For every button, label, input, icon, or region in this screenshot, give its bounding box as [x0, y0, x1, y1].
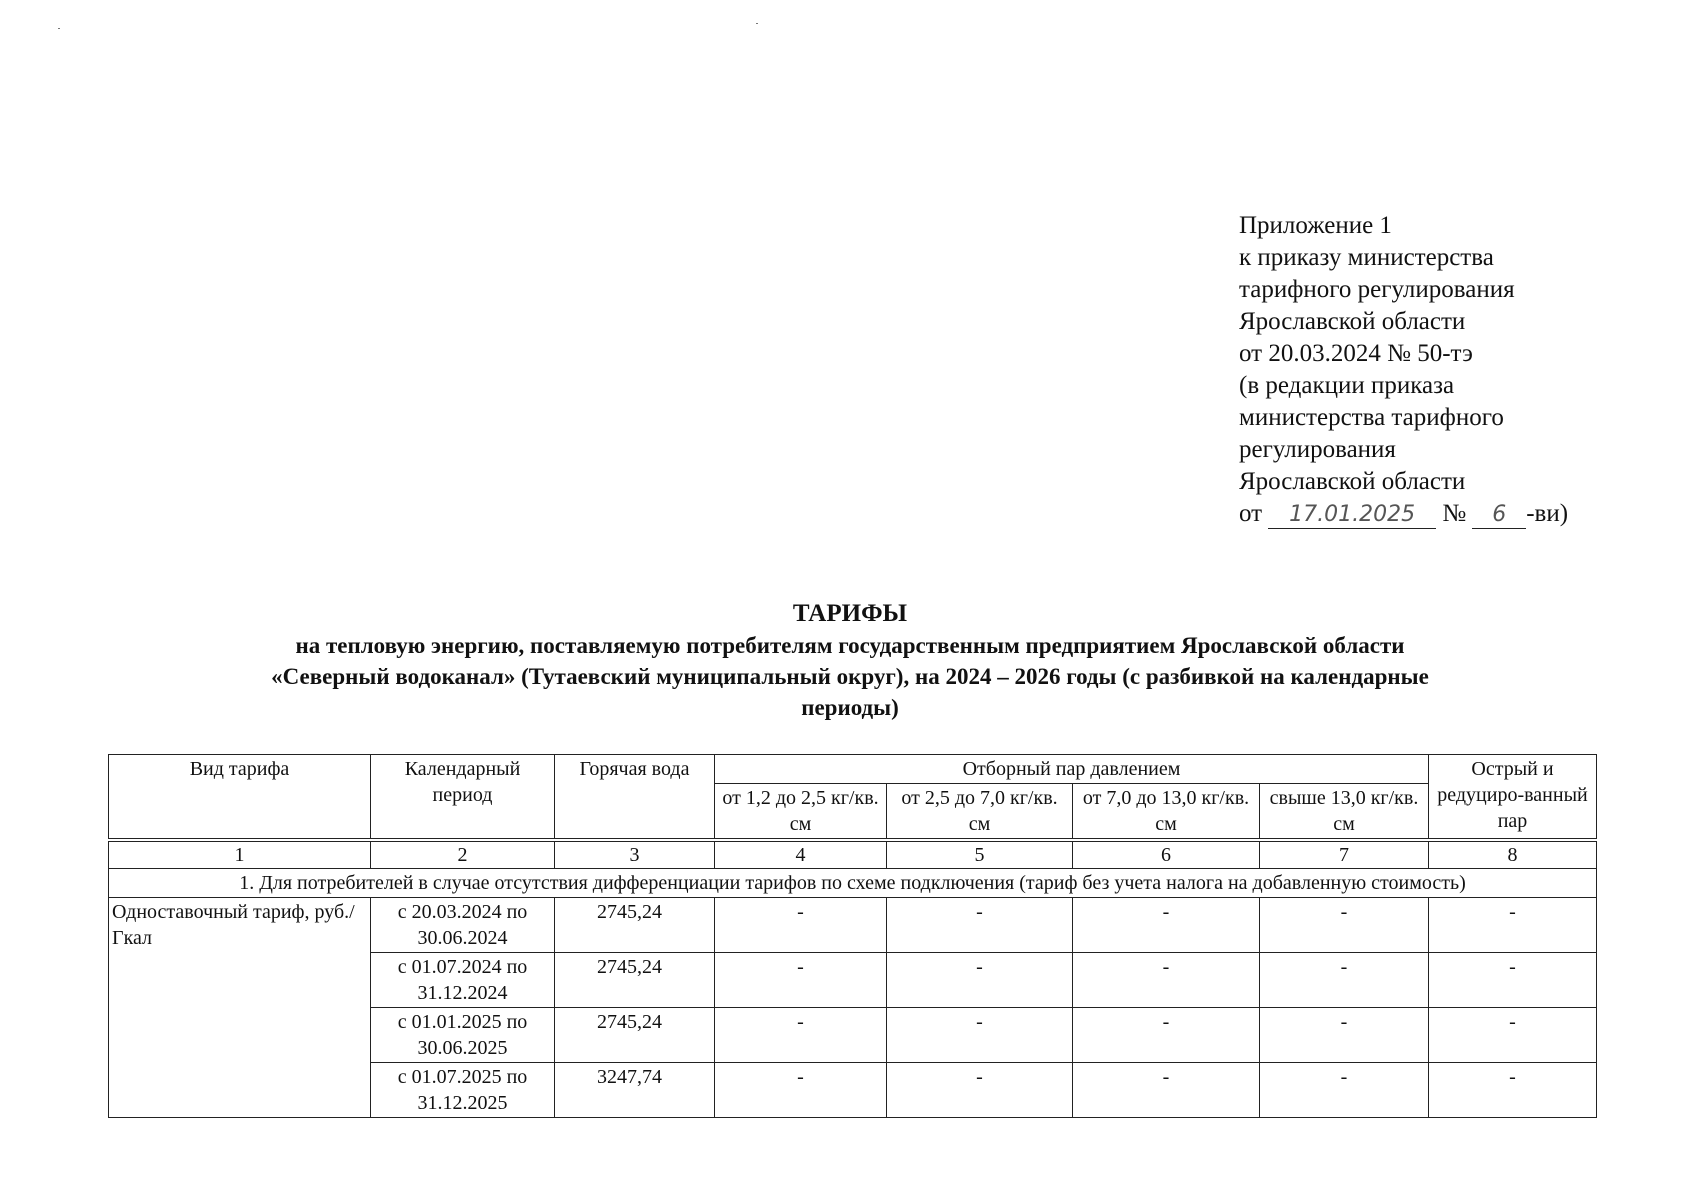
scan-speck: [756, 23, 758, 24]
sharp-steam-cell: -: [1429, 1008, 1597, 1063]
appendix-block: [1239, 210, 1568, 530]
section-heading: 1. Для потребителей в случае отсутствия дифференциации тарифов по схеме подключения (тариф без учета налога на добавленную стоимость): [109, 869, 1597, 898]
sharp-steam-cell: -: [1429, 1063, 1597, 1118]
column-index: 6: [1073, 840, 1260, 869]
header-sharp-steam: Острый и редуциро-ванный пар: [1429, 755, 1597, 841]
scan-speck: [58, 28, 60, 29]
period-cell: с 01.07.2024 по 31.12.2024: [371, 953, 555, 1008]
header-period: Календарный период: [371, 755, 555, 841]
steam-cell: -: [1260, 1063, 1429, 1118]
order-suffix: -ви): [1526, 500, 1569, 527]
steam-cell: -: [715, 1008, 887, 1063]
header-steam-4: свыше 13,0 кг/кв. см: [1260, 784, 1429, 841]
steam-cell: -: [715, 1063, 887, 1118]
section-row: [109, 869, 1597, 898]
handwritten-date: 17.01.2025: [1289, 502, 1416, 527]
document-subtitle-line: периоды): [801, 695, 899, 720]
column-index: 7: [1260, 840, 1429, 869]
column-index: 4: [715, 840, 887, 869]
document-title-block: [130, 598, 1570, 723]
appendix-line: министерства тарифного: [1239, 404, 1504, 431]
document-subtitle-line: на тепловую энергию, поставляемую потребителям государственным предприятием Ярославской области: [295, 633, 1405, 658]
number-sign: №: [1442, 500, 1467, 527]
column-index: 3: [555, 840, 715, 869]
tariff-type-cell: Одноставочный тариф, руб./Гкал: [109, 898, 371, 1118]
document-subtitle-line: «Северный водоканал» (Тутаевский муниципальный округ), на 2024 – 2026 годы (с разбивкой на календарные: [271, 664, 1429, 689]
column-index: 8: [1429, 840, 1597, 869]
period-cell: с 20.03.2024 по 30.06.2024: [371, 898, 555, 953]
steam-cell: -: [715, 898, 887, 953]
steam-cell: -: [1073, 898, 1260, 953]
hot-water-cell: 3247,74: [555, 1063, 715, 1118]
appendix-line: (в редакции приказа: [1239, 372, 1455, 399]
table-header-row: [109, 755, 1597, 784]
header-steam-1: от 1,2 до 2,5 кг/кв. см: [715, 784, 887, 841]
steam-cell: -: [715, 953, 887, 1008]
column-index: 2: [371, 840, 555, 869]
hot-water-cell: 2745,24: [555, 1008, 715, 1063]
steam-cell: -: [1073, 1063, 1260, 1118]
appendix-line: Ярославской области: [1239, 308, 1466, 335]
appendix-line: Приложение 1: [1239, 212, 1392, 239]
sharp-steam-cell: -: [1429, 898, 1597, 953]
handwritten-number-field: [1472, 501, 1526, 529]
period-cell: с 01.01.2025 по 30.06.2025: [371, 1008, 555, 1063]
appendix-line: тарифного регулирования: [1239, 276, 1515, 303]
steam-cell: -: [887, 1063, 1073, 1118]
order-prefix: от: [1239, 500, 1263, 527]
steam-cell: -: [1073, 1008, 1260, 1063]
header-steam-group: Отборный пар давлением: [715, 755, 1429, 784]
header-steam-3: от 7,0 до 13,0 кг/кв. см: [1073, 784, 1260, 841]
handwritten-date-field: [1268, 501, 1436, 529]
handwritten-number: 6: [1492, 502, 1507, 527]
steam-cell: -: [887, 953, 1073, 1008]
column-index-row: [109, 840, 1597, 869]
appendix-line: к приказу министерства: [1239, 244, 1494, 271]
column-index: 5: [887, 840, 1073, 869]
period-cell: с 01.07.2025 по 31.12.2025: [371, 1063, 555, 1118]
steam-cell: -: [1260, 1008, 1429, 1063]
steam-cell: -: [887, 898, 1073, 953]
appendix-order-line: [1239, 498, 1568, 530]
steam-cell: -: [1260, 953, 1429, 1008]
table-row: [109, 898, 1597, 953]
sharp-steam-cell: -: [1429, 953, 1597, 1008]
steam-cell: -: [1073, 953, 1260, 1008]
header-hot-water: Горячая вода: [555, 755, 715, 841]
column-index: 1: [109, 840, 371, 869]
appendix-line: Ярославской области: [1239, 468, 1466, 495]
document-title: ТАРИФЫ: [792, 600, 908, 627]
hot-water-cell: 2745,24: [555, 953, 715, 1008]
steam-cell: -: [887, 1008, 1073, 1063]
header-tariff-type: Вид тарифа: [109, 755, 371, 841]
tariff-table: [108, 754, 1597, 1118]
header-steam-2: от 2,5 до 7,0 кг/кв. см: [887, 784, 1073, 841]
steam-cell: -: [1260, 898, 1429, 953]
hot-water-cell: 2745,24: [555, 898, 715, 953]
appendix-line: от 20.03.2024 № 50-тэ: [1239, 340, 1473, 367]
appendix-line: регулирования: [1239, 436, 1396, 463]
